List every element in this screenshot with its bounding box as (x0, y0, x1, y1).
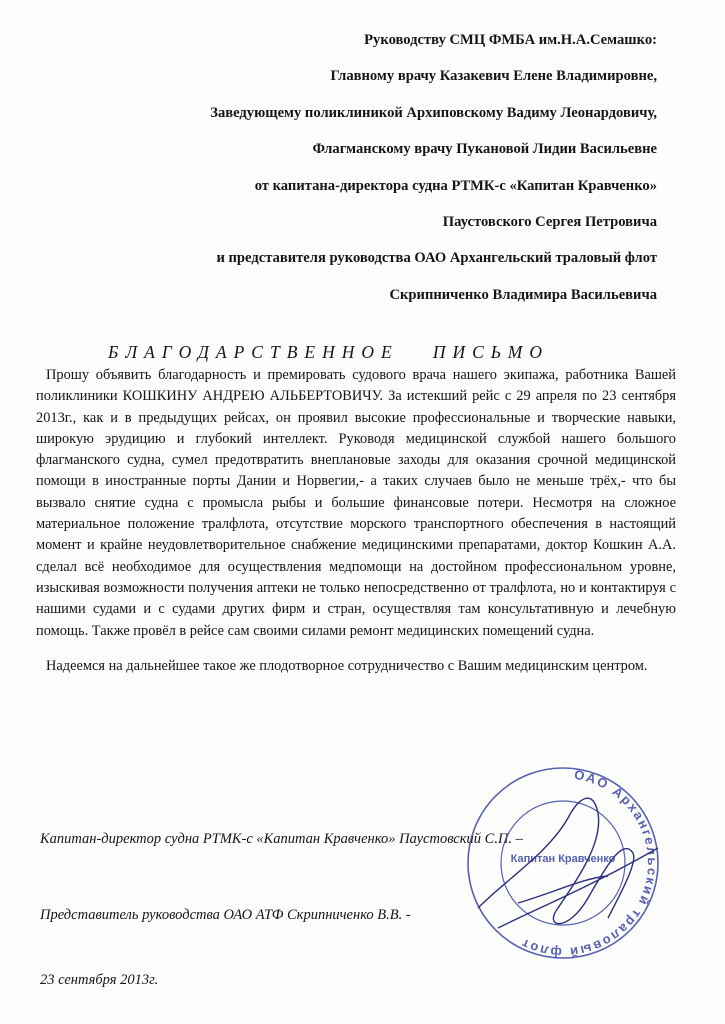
addressee-line: от капитана-директора судна РТМК-с «Капитан Кравченко» (254, 177, 657, 194)
addressee-block (97, 22, 657, 313)
addressee-line: Главному врачу Казакевич Елене Владимировне, (330, 68, 657, 85)
addressee-line: Флагманскому врачу Пукановой Лидии Васильевне (312, 141, 657, 158)
addressee-line: Руководству СМЦ ФМБА им.Н.А.Семашко: (364, 32, 657, 48)
addressee-line: Скрипниченко Владимира Васильевича (389, 286, 657, 303)
letter-date: 23 сентября 2013г. (40, 972, 159, 988)
captain-signature-line: Капитан-директор судна РТМК-с «Капитан Кравченко» Паустовский С.П. – (40, 831, 523, 847)
addressee-line: Заведующему поликлиникой Архиповскому Вадиму Леонардовичу, (210, 104, 657, 121)
stamp-center-text: Капитан Кравченко (510, 853, 616, 865)
representative-signature-line: Представитель руководства ОАО АТФ Скрипниченко В.В. - (40, 907, 411, 923)
body-paragraph: Надеемся на дальнейшее такое же плодотворное сотрудничество с Вашим медицинским центром. (46, 657, 648, 674)
company-stamp (458, 758, 668, 1008)
letter-title: БЛАГОДАРСТВЕННОЕ ПИСЬМО (108, 342, 549, 362)
addressee-line: Паустовского Сергея Петровича (442, 213, 657, 230)
addressee-line: и представителя руководства ОАО Архангельский траловый флот (216, 250, 657, 267)
letter-body (36, 365, 676, 677)
body-paragraph: Прошу объявить благодарность и премировать судового врача нашего экипажа, работника Вашей поликлиники КОШКИНУ АНДРЕЮ АЛЬБЕРТОВИЧУ. За истекший рейс с 29 апреля по 23 сентября 2013г., как и в предыдущих рейсах, он проявил высокие профессиональные и творческие навыки, широкую эрудицию и глубокий интеллект. Руководя медицинской службой нашего большого флагманского судна, сумел предотвратить внеплановые заходы для оказания срочной медицинской помощи в иностранные порты Дании и Норвегии,- а таких случаев было не меньше трёх,- что бы вызвало снятие судна с промысла рыбы и большие финансовые потери. Несмотря на сложное материальное положение тралфлота, отсутствие морского транспортного обеспечения в настоящий момент и крайне неудовлетворительное снабжение медицинскими препаратами, доктор Кошкин А.А. сделал всё необходимое для осуществления медпомощи на достойном профессиональном уровне, изыскивая возможности получения аптеки не только непосредственно от тралфлота, но и контактируя с нашими судами и с судами других фирм и стран, осуществляя там консультативную и лечебную помощь. Также провёл в рейсе сам своими силами ремонт медицинских помещений судна. (36, 367, 676, 639)
stamp-ring-text: ОАО Архангельский траловый флот (517, 766, 660, 961)
